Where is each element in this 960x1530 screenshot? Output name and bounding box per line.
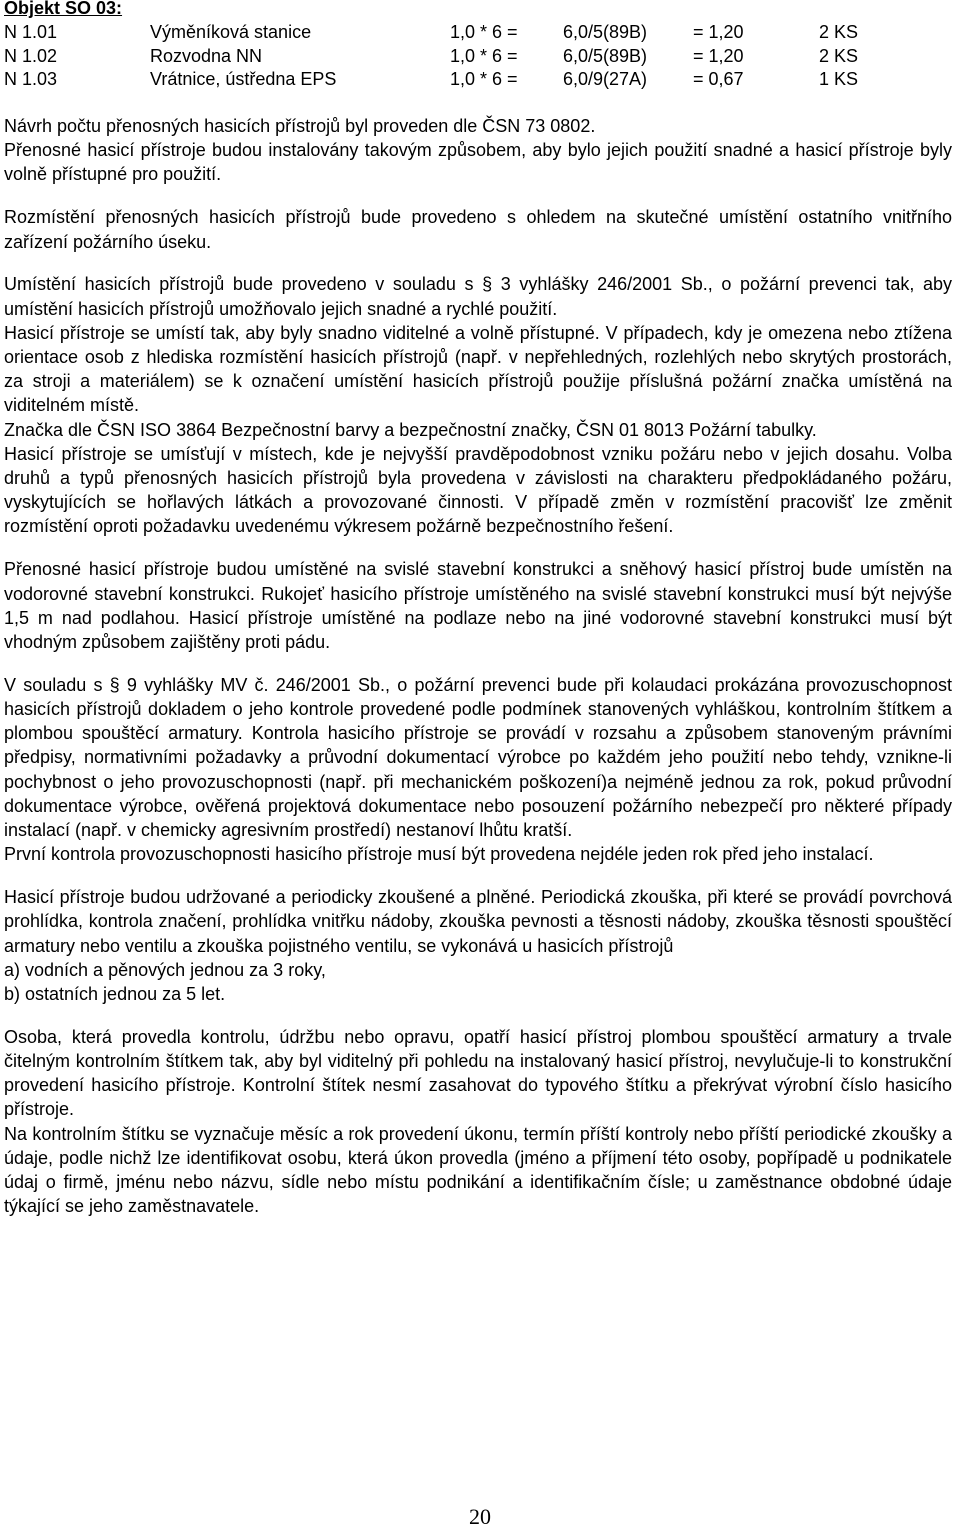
paragraph: Přenosné hasicí přístroje budou instalovány takovým způsobem, aby bylo jejich použití snadné a hasicí přístroje byly volně přístupné pro použití. bbox=[4, 140, 952, 185]
document-body bbox=[4, 114, 952, 1218]
item-count: 1 KS bbox=[819, 69, 859, 89]
paragraph: V souladu s § 9 vyhlášky MV č. 246/2001 Sb., o požární prevenci bude při kolaudaci prokázána provozuschopnost hasicích přístrojů dokladem o jeho kontrole provedené podle podmínek stanovených vyhláškou, kontrolním štítkem a plombou spouštěcí armatury. Kontrola hasicího přístroje se provádí v rozsahu a způsobem stanoveným právními předpisy, normativními požadavky a průvodní dokumentací výrobce po každém jeho použití nebo tehdy, vznikne-li pochybnost o jeho provozuschopnosti (např. při mechanickém poškození)a nejméně jednou za rok, pokud průvodní dokumentace výrobce, ověřená projektová dokumentace nebo posouzení požárního nebezpečí pro některé případy instalací (např. v chemicky agresivním prostředí) nestanoví lhůtu kratší. bbox=[4, 674, 952, 841]
item-code: N 1.02 bbox=[4, 45, 58, 66]
item-result: = 1,20 bbox=[693, 45, 744, 66]
paragraph: Hasicí přístroje se umístí tak, aby byly snadno viditelné a volně přístupné. V případech, kdy je omezena nebo ztížena orientace osob z hlediska rozmístění hasicích přístrojů (např. v nepřehledných, rozlehlých nebo skrytých prostorách, za stroji a materiálem) se k označení umístění hasicích přístrojů použije příslušná požární značka umístěná na viditelném místě. bbox=[4, 322, 952, 416]
list-item bbox=[4, 45, 956, 69]
paragraph: a) vodních a pěnových jednou za 3 roky, bbox=[4, 959, 326, 980]
item-count: 2 KS bbox=[819, 45, 859, 66]
paragraph: Hasicí přístroje budou udržované a periodicky zkoušené a plněné. Periodická zkouška, při které se provádí povrchová prohlídka, kontrola značení, prohlídka vnitřku nádoby, zkouška pevnosti a těsnosti nádoby, zkouška těsnosti spouštěcí armatury nebo ventilu a zkouška pojistného ventilu, se vykonává u hasicích přístrojů bbox=[4, 887, 952, 956]
item-name: Výměníková stanice bbox=[150, 22, 312, 42]
page-number: 20 bbox=[469, 1504, 491, 1529]
item-code: N 1.03 bbox=[4, 69, 58, 89]
item-calc: 1,0 * 6 = bbox=[450, 69, 518, 89]
item-result: = 1,20 bbox=[693, 22, 744, 42]
paragraph: Umístění hasicích přístrojů bude provedeno v souladu s § 3 vyhlášky 246/2001 Sb., o požární prevenci tak, aby umístění hasicích přístrojů umožňovalo jejich snadné a rychlé použití. bbox=[4, 274, 952, 319]
item-code: N 1.01 bbox=[4, 22, 58, 42]
item-name: Vrátnice, ústředna EPS bbox=[150, 69, 337, 89]
item-type: 6,0/9(27A) bbox=[563, 69, 648, 89]
item-name: Rozvodna NN bbox=[150, 45, 263, 66]
paragraph: Přenosné hasicí přístroje budou umístěné na svislé stavební konstrukci a sněhový hasicí přístroj bude umístěn na vodorovné stavební konstrukci. Rukojeť hasicího přístroje umístěného na svislé stavební konstrukci musí být nejvýše 1,5 m nad podlahou. Hasicí přístroje umístěné na podlaze nebo na jiné vodorovné stavební konstrukci musí být vhodným způsobem zajištěny proti pádu. bbox=[4, 559, 952, 652]
list-item bbox=[4, 68, 956, 92]
item-calc: 1,0 * 6 = bbox=[450, 45, 518, 66]
list-item bbox=[4, 21, 956, 45]
paragraph: Hasicí přístroje se umísťují v místech, kde je nejvyšší pravděpodobnost vzniku požáru nebo v jejich dosahu. Volba druhů a typů přenosných hasicích přístrojů byla provedena v závislosti na charakteru předpokládaného požáru, vyskytujících se hořlavých látkách a provozované činnosti. V případě změn v rozmístění pracovišť lze změnit rozmístění oproti požadavku uvedenému výkresem požárně bezpečnostního řešení. bbox=[4, 443, 952, 537]
paragraph: Osoba, která provedla kontrolu, údržbu nebo opravu, opatří hasicí přístroj plombou spouštěcí armatury a trvale čitelným kontrolním štítkem tak, aby byl viditelný při pohledu na instalovaný hasicí přístroj, nevylučuje-li to konstrukční provedení hasicího přístroje. Kontrolní štítek nesmí zasahovat do typového štítku a překrývat výrobní číslo hasicího přístroje. bbox=[4, 1026, 952, 1120]
paragraph: b) ostatních jednou za 5 let. bbox=[4, 983, 226, 1004]
item-type: 6,0/5(89B) bbox=[563, 45, 648, 66]
paragraph: Na kontrolním štítku se vyznačuje měsíc a rok provedení úkonu, termín příští kontroly nebo příští periodické zkoušky a údaje, podle nichž lze identifikovat osobu, která úkon provedla (jméno a příjmení této osoby, popřípadě u podnikatele údaj o firmě, jménu nebo názvu, sídle nebo místu podnikání a identifikačním čísle; u zaměstnance obdobné údaje týkající se jeho zaměstnavatele. bbox=[4, 1123, 952, 1217]
extinguisher-list bbox=[4, 21, 956, 92]
item-calc: 1,0 * 6 = bbox=[450, 22, 518, 42]
object-heading: Objekt SO 03: bbox=[4, 0, 123, 18]
item-type: 6,0/5(89B) bbox=[563, 22, 648, 42]
paragraph: Rozmístění přenosných hasicích přístrojů bude provedeno s ohledem na skutečné umístění ostatního vnitřního zařízení požárního úseku. bbox=[4, 207, 952, 252]
paragraph: První kontrola provozuschopnosti hasicího přístroje musí být provedena nejdéle jeden rok před jeho instalací. bbox=[4, 844, 874, 865]
paragraph: Návrh počtu přenosných hasicích přístrojů byl proveden dle ČSN 73 0802. bbox=[4, 116, 596, 136]
paragraph: Značka dle ČSN ISO 3864 Bezpečnostní barvy a bezpečnostní značky, ČSN 01 8013 Požární tabulky. bbox=[4, 419, 817, 440]
item-result: = 0,67 bbox=[693, 69, 744, 89]
item-count: 2 KS bbox=[819, 22, 859, 42]
